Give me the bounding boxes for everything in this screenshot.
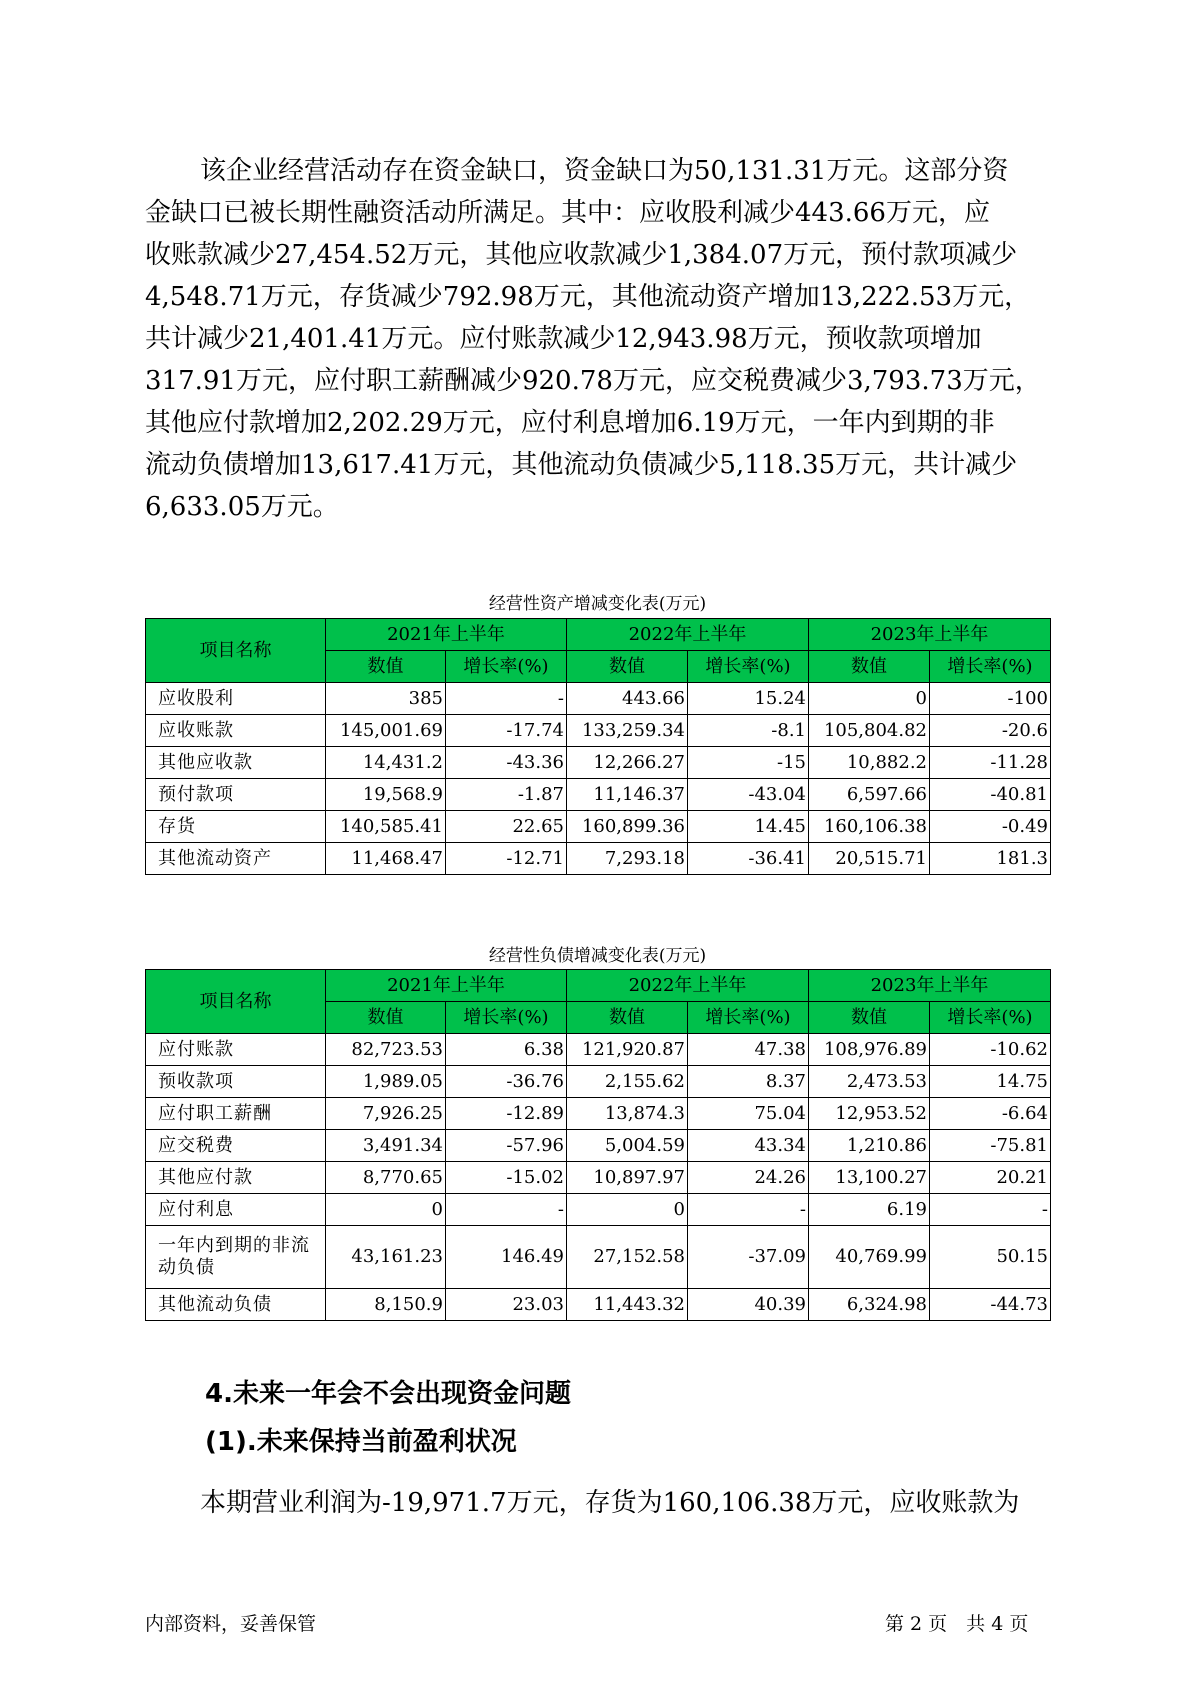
row-cell: -10.62 bbox=[930, 1034, 1051, 1066]
row-cell: 145,001.69 bbox=[326, 715, 446, 747]
row-cell: 12,953.52 bbox=[809, 1098, 930, 1130]
row-cell: 2,473.53 bbox=[809, 1066, 930, 1098]
table-row bbox=[146, 843, 1051, 875]
row-cell: 0 bbox=[567, 1194, 688, 1226]
table-row bbox=[146, 747, 1051, 779]
row-cell: 43,161.23 bbox=[326, 1226, 446, 1289]
liability-table-body bbox=[146, 1034, 1051, 1321]
row-item-name: 一年内到期的非流动负债 bbox=[146, 1226, 326, 1289]
row-item-name: 预付款项 bbox=[146, 779, 326, 811]
header-value: 数值 bbox=[567, 651, 688, 683]
row-cell: 7,926.25 bbox=[326, 1098, 446, 1130]
row-cell: -57.96 bbox=[446, 1130, 567, 1162]
table-row bbox=[146, 779, 1051, 811]
paragraph-line: 本期营业利润为-19,971.7万元，存货为160,106.38万元，应收账款为 bbox=[200, 1488, 1020, 1518]
header-value: 数值 bbox=[326, 1002, 446, 1034]
row-cell: 6,597.66 bbox=[809, 779, 930, 811]
row-item-name: 其他应付款 bbox=[146, 1162, 326, 1194]
row-cell: 11,443.32 bbox=[567, 1289, 688, 1321]
row-cell: -1.87 bbox=[446, 779, 567, 811]
row-cell: -8.1 bbox=[688, 715, 809, 747]
asset-table-body bbox=[146, 683, 1051, 875]
row-cell: -44.73 bbox=[930, 1289, 1051, 1321]
row-cell: -36.41 bbox=[688, 843, 809, 875]
liability-table-caption: 经营性负债增减变化表(万元) bbox=[488, 946, 707, 966]
row-cell: - bbox=[930, 1194, 1051, 1226]
row-cell: 160,899.36 bbox=[567, 811, 688, 843]
header-year: 2021年上半年 bbox=[326, 970, 567, 1002]
row-item-name: 其他应收款 bbox=[146, 747, 326, 779]
asset-change-table bbox=[145, 618, 1051, 875]
section-heading: 4.未来一年会不会出现资金问题 bbox=[205, 1379, 571, 1409]
table-row bbox=[146, 683, 1051, 715]
row-cell: -100 bbox=[930, 683, 1051, 715]
header-value: 数值 bbox=[809, 1002, 930, 1034]
row-cell: -12.89 bbox=[446, 1098, 567, 1130]
header-growth: 增长率(%) bbox=[688, 651, 809, 683]
row-cell: 3,491.34 bbox=[326, 1130, 446, 1162]
row-cell: -12.71 bbox=[446, 843, 567, 875]
row-cell: 8.37 bbox=[688, 1066, 809, 1098]
paragraph-line: 收账款减少27,454.52万元，其他应收款减少1,384.07万元，预付款项减少 bbox=[145, 240, 1018, 270]
header-year: 2023年上半年 bbox=[809, 619, 1051, 651]
header-growth: 增长率(%) bbox=[446, 1002, 567, 1034]
paragraph-line: 流动负债增加13,617.41万元，其他流动负债减少5,118.35万元，共计减少 bbox=[145, 450, 1018, 480]
row-cell: 82,723.53 bbox=[326, 1034, 446, 1066]
row-cell: 11,146.37 bbox=[567, 779, 688, 811]
row-cell: 20.21 bbox=[930, 1162, 1051, 1194]
row-cell: 146.49 bbox=[446, 1226, 567, 1289]
row-cell: 105,804.82 bbox=[809, 715, 930, 747]
table-row bbox=[146, 1098, 1051, 1130]
row-cell: 27,152.58 bbox=[567, 1226, 688, 1289]
row-cell: 14.45 bbox=[688, 811, 809, 843]
profit-paragraph bbox=[145, 1482, 1050, 1524]
paragraph-line: 4,548.71万元，存货减少792.98万元，其他流动资产增加13,222.53万元， bbox=[145, 282, 1031, 312]
row-cell: -75.81 bbox=[930, 1130, 1051, 1162]
row-cell: 20,515.71 bbox=[809, 843, 930, 875]
header-year: 2021年上半年 bbox=[326, 619, 567, 651]
row-cell: -11.28 bbox=[930, 747, 1051, 779]
row-cell: 385 bbox=[326, 683, 446, 715]
row-cell: -43.36 bbox=[446, 747, 567, 779]
header-value: 数值 bbox=[326, 651, 446, 683]
table-row bbox=[146, 1130, 1051, 1162]
table-row bbox=[146, 1162, 1051, 1194]
row-cell: 8,770.65 bbox=[326, 1162, 446, 1194]
row-cell: 5,004.59 bbox=[567, 1130, 688, 1162]
row-cell: 6.38 bbox=[446, 1034, 567, 1066]
row-cell: - bbox=[446, 683, 567, 715]
table-row bbox=[146, 1289, 1051, 1321]
paragraph-line: 该企业经营活动存在资金缺口，资金缺口为50,131.31万元。这部分资 bbox=[200, 156, 1009, 186]
row-cell: -6.64 bbox=[930, 1098, 1051, 1130]
paragraph-line: 其他应付款增加2,202.29万元，应付利息增加6.19万元，一年内到期的非 bbox=[145, 408, 995, 438]
header-growth: 增长率(%) bbox=[688, 1002, 809, 1034]
row-cell: 108,976.89 bbox=[809, 1034, 930, 1066]
row-cell: 12,266.27 bbox=[567, 747, 688, 779]
header-value: 数值 bbox=[567, 1002, 688, 1034]
row-cell: 1,210.86 bbox=[809, 1130, 930, 1162]
paragraph-line: 317.91万元，应付职工薪酬减少920.78万元，应交税费减少3,793.73万元， bbox=[145, 366, 1041, 396]
header-year: 2022年上半年 bbox=[567, 970, 809, 1002]
row-cell: 11,468.47 bbox=[326, 843, 446, 875]
table-row bbox=[146, 811, 1051, 843]
row-cell: 121,920.87 bbox=[567, 1034, 688, 1066]
header-growth: 增长率(%) bbox=[446, 651, 567, 683]
row-cell: 6.19 bbox=[809, 1194, 930, 1226]
row-item-name: 应收账款 bbox=[146, 715, 326, 747]
paragraph-line: 金缺口已被长期性融资活动所满足。其中：应收股利减少443.66万元，应 bbox=[145, 198, 990, 228]
row-cell: - bbox=[688, 1194, 809, 1226]
row-cell: 75.04 bbox=[688, 1098, 809, 1130]
row-cell: 50.15 bbox=[930, 1226, 1051, 1289]
row-item-name: 应付账款 bbox=[146, 1034, 326, 1066]
row-cell: -40.81 bbox=[930, 779, 1051, 811]
row-cell: -17.74 bbox=[446, 715, 567, 747]
header-item-name: 项目名称 bbox=[146, 970, 326, 1034]
row-cell: 10,882.2 bbox=[809, 747, 930, 779]
row-cell: 15.24 bbox=[688, 683, 809, 715]
row-cell: -37.09 bbox=[688, 1226, 809, 1289]
row-cell: 160,106.38 bbox=[809, 811, 930, 843]
header-year: 2022年上半年 bbox=[567, 619, 809, 651]
row-cell: 47.38 bbox=[688, 1034, 809, 1066]
row-cell: 19,568.9 bbox=[326, 779, 446, 811]
row-item-name: 应交税费 bbox=[146, 1130, 326, 1162]
row-item-name: 预收款项 bbox=[146, 1066, 326, 1098]
row-item-name: 应收股利 bbox=[146, 683, 326, 715]
row-cell: 0 bbox=[326, 1194, 446, 1226]
row-cell: 14,431.2 bbox=[326, 747, 446, 779]
header-item-name: 项目名称 bbox=[146, 619, 326, 683]
row-cell: 443.66 bbox=[567, 683, 688, 715]
row-cell: -15 bbox=[688, 747, 809, 779]
row-cell: - bbox=[446, 1194, 567, 1226]
row-item-name: 存货 bbox=[146, 811, 326, 843]
row-cell: -15.02 bbox=[446, 1162, 567, 1194]
row-cell: 7,293.18 bbox=[567, 843, 688, 875]
row-cell: 24.26 bbox=[688, 1162, 809, 1194]
row-cell: 43.34 bbox=[688, 1130, 809, 1162]
row-cell: 10,897.97 bbox=[567, 1162, 688, 1194]
subsection-heading: (1).未来保持当前盈利状况 bbox=[205, 1427, 517, 1457]
analysis-paragraph bbox=[145, 150, 1050, 528]
header-growth: 增长率(%) bbox=[930, 1002, 1051, 1034]
row-cell: -0.49 bbox=[930, 811, 1051, 843]
row-item-name: 应付职工薪酬 bbox=[146, 1098, 326, 1130]
row-cell: 181.3 bbox=[930, 843, 1051, 875]
paragraph-line: 6,633.05万元。 bbox=[145, 492, 339, 522]
row-item-name: 其他流动负债 bbox=[146, 1289, 326, 1321]
row-cell: 40.39 bbox=[688, 1289, 809, 1321]
row-cell: 0 bbox=[809, 683, 930, 715]
row-cell: -43.04 bbox=[688, 779, 809, 811]
header-growth: 增长率(%) bbox=[930, 651, 1051, 683]
row-cell: 2,155.62 bbox=[567, 1066, 688, 1098]
row-cell: 23.03 bbox=[446, 1289, 567, 1321]
row-cell: 14.75 bbox=[930, 1066, 1051, 1098]
table-row bbox=[146, 1194, 1051, 1226]
row-cell: 8,150.9 bbox=[326, 1289, 446, 1321]
row-cell: -36.76 bbox=[446, 1066, 567, 1098]
row-cell: 13,100.27 bbox=[809, 1162, 930, 1194]
header-year: 2023年上半年 bbox=[809, 970, 1051, 1002]
table-row bbox=[146, 715, 1051, 747]
footer-page-number: 第 2 页 共 4 页 bbox=[885, 1613, 1029, 1635]
table-row bbox=[146, 1066, 1051, 1098]
table-row bbox=[146, 1034, 1051, 1066]
row-cell: 40,769.99 bbox=[809, 1226, 930, 1289]
liability-change-table bbox=[145, 969, 1051, 1321]
row-cell: 1,989.05 bbox=[326, 1066, 446, 1098]
footer-confidential: 内部资料，妥善保管 bbox=[145, 1613, 317, 1635]
row-cell: 140,585.41 bbox=[326, 811, 446, 843]
row-item-name: 应付利息 bbox=[146, 1194, 326, 1226]
row-cell: 133,259.34 bbox=[567, 715, 688, 747]
row-cell: -20.6 bbox=[930, 715, 1051, 747]
table-row bbox=[146, 1226, 1051, 1289]
row-item-name: 其他流动资产 bbox=[146, 843, 326, 875]
paragraph-line: 共计减少21,401.41万元。应付账款减少12,943.98万元，预收款项增加 bbox=[145, 324, 982, 354]
row-cell: 22.65 bbox=[446, 811, 567, 843]
row-cell: 13,874.3 bbox=[567, 1098, 688, 1130]
row-cell: 6,324.98 bbox=[809, 1289, 930, 1321]
asset-table-caption: 经营性资产增减变化表(万元) bbox=[488, 594, 707, 614]
header-value: 数值 bbox=[809, 651, 930, 683]
